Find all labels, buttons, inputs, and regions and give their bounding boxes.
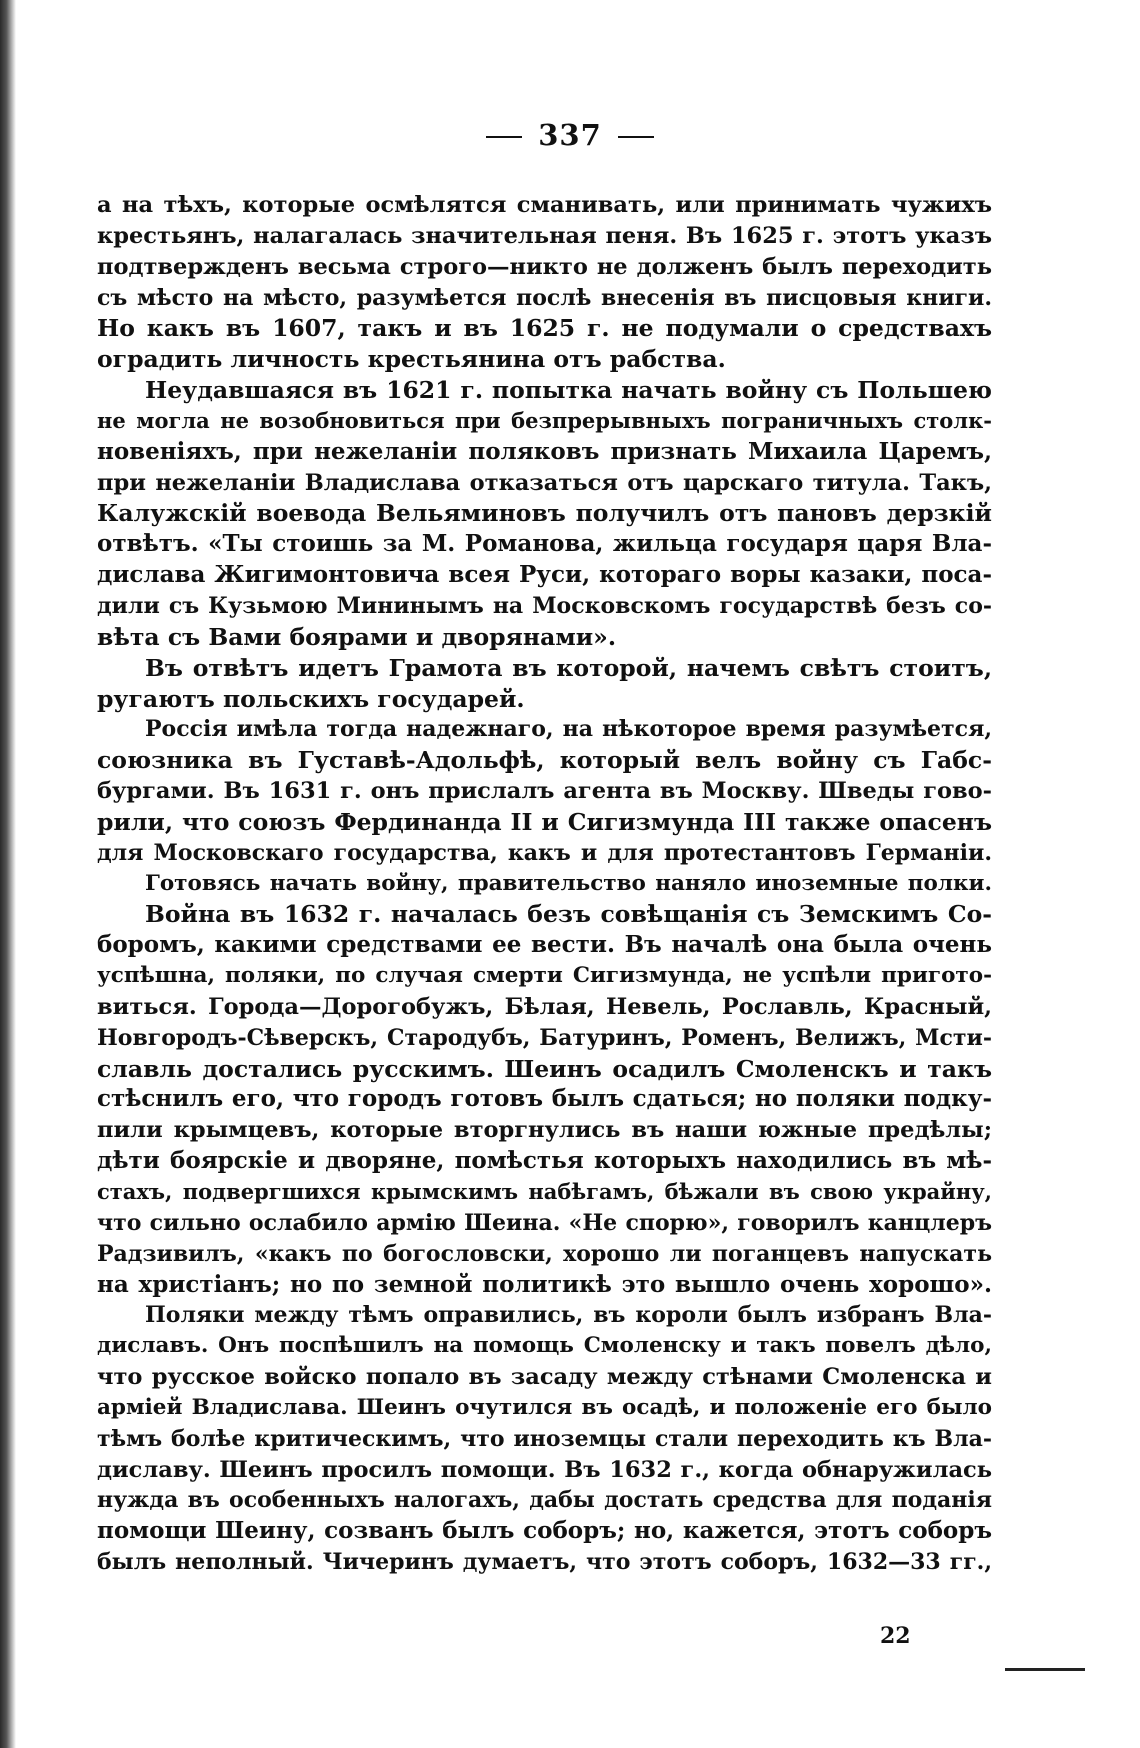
text-line: не могла не возобновиться при безпрерывныхъ пограничныхъ столк-	[97, 407, 992, 433]
text-line: съ мѣсто на мѣсто, разумѣется послѣ внесенія въ писцовыя книги.	[97, 284, 992, 311]
header-dash-left	[486, 136, 522, 138]
text-line: арміей Владислава. Шеинъ очутился въ осадѣ, и положеніе его было	[97, 1394, 992, 1420]
text-line: Неудавшаяся въ 1621 г. попытка начать войну съ Польшею	[145, 376, 992, 405]
text-line: ругаютъ польскихъ государей.	[97, 684, 525, 713]
text-line: для Московскаго государства, какъ и для протестантовъ Германіи.	[97, 839, 992, 866]
text-line: диславъ. Онъ поспѣшилъ на помощь Смоленску и такъ повелъ дѣло,	[97, 1333, 992, 1359]
text-line: стѣснилъ его, что городъ готовъ былъ сдаться; но поляки подку-	[97, 1085, 992, 1113]
text-line: оградить личность крестьянина отъ рабства.	[97, 345, 726, 374]
text-line: Въ отвѣтъ идетъ Грамота въ которой, начемъ свѣтъ стоитъ,	[145, 653, 992, 682]
text-line: бургами. Въ 1631 г. онъ прислалъ агента въ Москву. Шведы гово-	[97, 778, 992, 805]
text-line: стахъ, подвергшихся крымскимъ набѣгамъ, бѣжали въ свою украйну,	[97, 1179, 992, 1204]
page-edge-shadow	[0, 0, 16, 1748]
text-line: Россія имѣла тогда надежнаго, на нѣкоторое время разумѣется,	[145, 716, 992, 743]
page-number-header	[0, 118, 1140, 152]
text-line: а на тѣхъ, которые осмѣлятся сманивать, или принимать чужихъ	[97, 192, 992, 218]
text-line: дѣти боярскіе и дворяне, помѣстья которыхъ находились въ мѣ-	[97, 1147, 992, 1175]
text-line: крестьянъ, налагалась значительная пеня. Въ 1625 г. этотъ указъ	[97, 222, 992, 249]
text-line: Радзивилъ, «какъ по богословски, хорошо ли поганцевъ напускать	[97, 1240, 992, 1267]
page-number: 337	[538, 118, 602, 152]
text-line: виться. Города—Дорогобужъ, Бѣлая, Невель, Рославль, Красный,	[97, 993, 992, 1020]
text-line: Калужскій воевода Вельяминовъ получилъ отъ пановъ дерзкій	[97, 499, 992, 528]
text-line: славль достались русскимъ. Шеинъ осадилъ Смоленскъ и такъ	[97, 1054, 992, 1083]
text-line: былъ неполный. Чичеринъ думаетъ, что этотъ соборъ, 1632—33 гг.,	[97, 1549, 992, 1576]
text-line: что сильно ослабило армію Шеина. «Не спорю», говорилъ канцлеръ	[97, 1209, 992, 1236]
text-line: рили, что союзъ Фердинанда II и Сигизмунда III также опасенъ	[97, 807, 992, 836]
text-line: пили крымцевъ, которые вторгнулись въ наши южные предѣлы;	[97, 1117, 992, 1144]
text-line: нужда въ особенныхъ налогахъ, дабы достать средства для поданія	[97, 1487, 992, 1514]
text-line: вѣта съ Вами боярами и дворянами».	[97, 622, 617, 651]
text-line: дислава Жигимонтовича всея Руси, котораго воры казаки, поса-	[97, 561, 992, 589]
text-line: подтвержденъ весьма строго—никто не долженъ былъ переходить	[97, 253, 992, 280]
text-line: Война въ 1632 г. началась безъ совѣщанія съ Земскимъ Со-	[145, 900, 992, 929]
text-line: при нежеланіи Владислава отказаться отъ царскаго титула. Такъ,	[97, 469, 992, 496]
header-dash-right	[618, 136, 654, 138]
text-line: помощи Шеину, созванъ былъ соборъ; но, кажется, этотъ соборъ	[97, 1517, 992, 1545]
text-line: успѣшна, поляки, по случая смерти Сигизмунда, не успѣли пригото-	[97, 963, 992, 989]
signature-mark: 22	[880, 1623, 911, 1649]
text-line: союзника въ Густавѣ-Адольфѣ, который велъ войну съ Габс-	[97, 746, 992, 775]
text-line: Готовясь начать войну, правительство наняло иноземные полки.	[145, 870, 992, 896]
text-line: новеніяхъ, при нежеланіи поляковъ признать Михаила Царемъ,	[97, 437, 992, 465]
text-line: диславу. Шеинъ просилъ помощи. Въ 1632 г., когда обнаружилась	[97, 1456, 992, 1483]
text-line: на христіанъ; но по земной политикѣ это вышло очень хорошо».	[97, 1270, 992, 1298]
text-line: что русское войско попало въ засаду между стѣнами Смоленска и	[97, 1364, 992, 1391]
text-line: тѣмъ болѣе критическимъ, что иноземцы стали переходить къ Вла-	[97, 1425, 992, 1452]
text-line: боромъ, какими средствами ее вести. Въ началѣ она была очень	[97, 931, 992, 959]
text-line: дили съ Кузьмою Мининымъ на Московскомъ государствѣ безъ со-	[97, 592, 992, 619]
body-text	[97, 190, 992, 1578]
text-line: отвѣтъ. «Ты стоишь за М. Романова, жильца государя царя Вла-	[97, 530, 992, 558]
footer-rule	[1005, 1668, 1085, 1671]
text-line: Новгородъ-Сѣверскъ, Стародубъ, Батуринъ, Роменъ, Велижъ, Мсти-	[97, 1024, 992, 1051]
text-line: Но какъ въ 1607, такъ и въ 1625 г. не подумали о средствахъ	[97, 314, 992, 343]
text-line: Поляки между тѣмъ оправились, въ короли былъ избранъ Вла-	[145, 1302, 992, 1329]
